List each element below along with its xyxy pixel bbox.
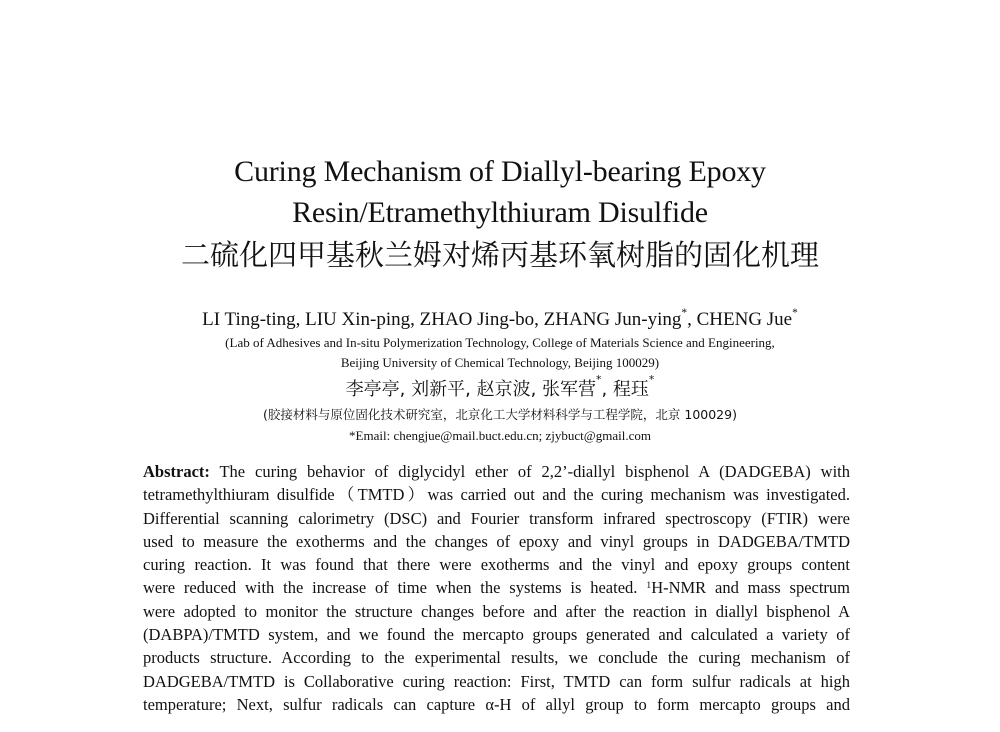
abstract-line: used to measure the exotherms and the changes of epoxy and vinyl groups in DADGEBA/TMTD	[143, 531, 850, 551]
abstract-line: Differential scanning calorimetry (DSC) and Fourier transform infrared spectroscopy (FTIR) were	[143, 508, 850, 528]
abstract-line	[143, 576, 850, 599]
corresponding-mark: *	[596, 373, 602, 386]
abstract-line: DADGEBA/TMTD is Collaborative curing reaction: First, TMTD can form sulfur radicals at high	[143, 671, 850, 691]
authors-en-part1: LI Ting-ting, LIU Xin-ping, ZHAO Jing-bo, ZHANG Jun-ying	[202, 309, 682, 330]
abstract-text: The curing behavior of diglycidyl ether of 2,2’-diallyl bisphenol A (DADGEBA) with	[209, 462, 850, 481]
abstract-line: products structure. According to the experimental results, we conclude the curing mechanism of	[143, 648, 850, 668]
title-cn: 二硫化四甲基秋兰姆对烯丙基环氧树脂的固化机理	[180, 238, 819, 272]
authors-en	[0, 309, 1000, 331]
abstract	[143, 460, 850, 716]
affiliation-cn: (胶接材料与原位固化技术研究室，北京化工大学材料科学与工程学院，北京 100029)	[263, 407, 737, 422]
abstract-label: Abstract:	[143, 462, 210, 481]
abstract-text: H-NMR and mass spectrum	[651, 578, 851, 598]
authors-cn	[0, 375, 1000, 401]
title-en-line1: Curing Mechanism of Diallyl-bearing Epoxy	[234, 155, 766, 188]
abstract-line	[143, 460, 850, 483]
corresponding-mark: *	[792, 307, 798, 319]
corresponding-mark: *	[681, 307, 688, 319]
abstract-line: were adopted to monitor the structure changes before and after the reaction in diallyl bisphenol A	[143, 601, 850, 621]
authors-cn-part1: 李亭亭, 刘新平, 赵京波, 张军营	[345, 379, 597, 400]
abstract-line: tetramethylthiuram disulfide（TMTD）was carried out and the curing mechanism was investigated.	[143, 485, 850, 505]
corresponding-mark: *	[648, 373, 655, 386]
authors-en-part2: , CHENG Jue	[687, 309, 793, 330]
affiliation-en-line1: (Lab of Adhesives and In-situ Polymerization Technology, College of Materials Science and Engineering,	[225, 335, 775, 350]
abstract-text: were reduced with the increase of time when the systems is heated.	[143, 578, 647, 598]
authors-cn-part2: , 程珏	[601, 379, 649, 400]
affiliation-en-line2: Beijing University of Chemical Technology, Beijing 100029)	[340, 355, 660, 370]
email: *Email: chengjue@mail.buct.edu.cn; zjybuct@gmail.com	[349, 428, 651, 443]
superscript-1: 1	[646, 580, 652, 592]
abstract-line: curing reaction. It was found that there were exotherms and the vinyl and epoxy groups content	[143, 555, 850, 575]
abstract-line: temperature; Next, sulfur radicals can capture α-H of allyl group to form mercapto groups and	[143, 694, 850, 714]
abstract-line: (DABPA)/TMTD system, and we found the mercapto groups generated and calculated a variety of	[143, 625, 850, 645]
title-en-line2: Resin/Etramethylthiuram Disulfide	[292, 196, 708, 229]
